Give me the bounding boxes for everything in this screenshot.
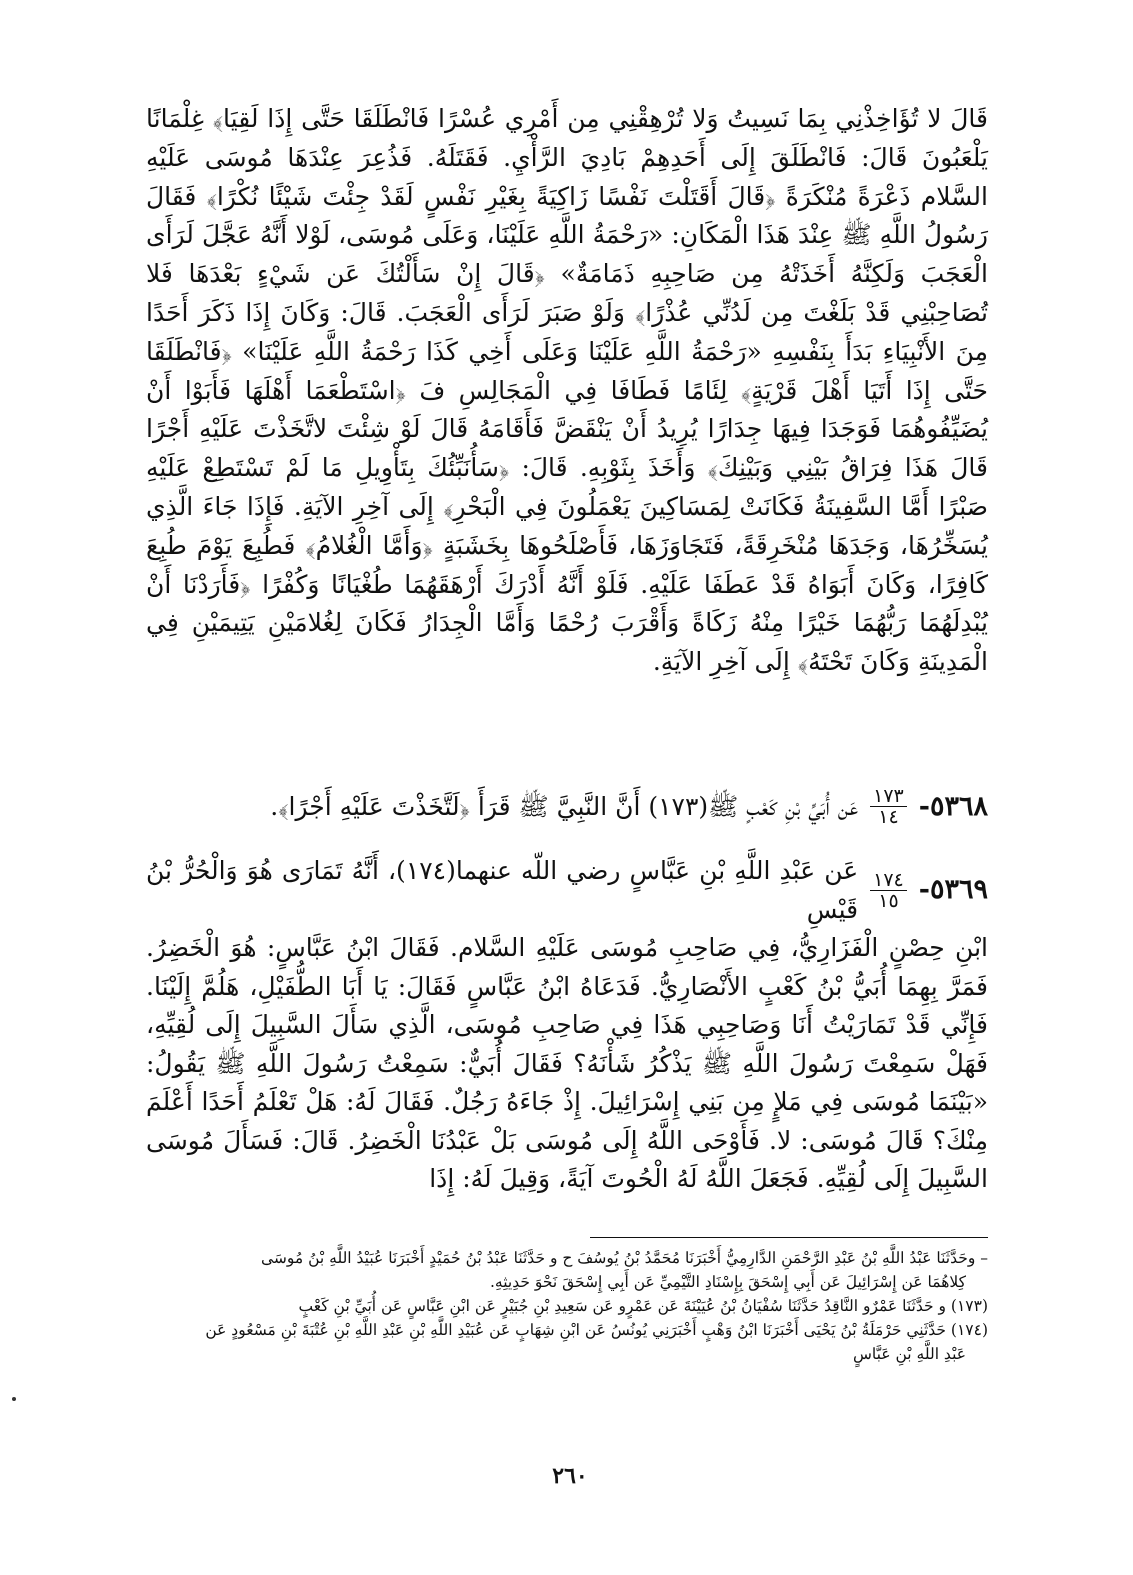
page-number: ٢٦٠ (552, 1463, 588, 1489)
footnote-line: كِلاهُمَا عَن إِسْرَائِيلَ عَن أَبِي إِسْحَقَ بِإِسْنَادِ التَّيْمِيِّ عَن أَبِي إِسْحَقَ نَحْوَ حَدِيثِهِ. (489, 1273, 966, 1291)
main-text-block (146, 100, 988, 682)
fraction-top: ١٧٤ (870, 870, 907, 891)
hadith-number: ٥٣٦٩- (918, 874, 988, 906)
scan-speck (12, 1397, 16, 1401)
footnote-line: (١٧٣) و حَدَّثَنَا عَمْرٌو النَّاقِدُ حَدَّثَنَا سُفْيَانُ بْنُ عُيَيْنَةَ عَن عَمْرٍو عَن سَعِيدِ بْنِ جُبَيْرٍ عَن ابْنِ عَبَّاسٍ عَن أُبَيِّ بْنِ كَعْبٍ (298, 1297, 988, 1315)
fraction-top: ١٧٣ (870, 786, 907, 807)
hadith-reference-fraction (868, 786, 909, 827)
hadith-number: ٥٣٦٨- (918, 790, 988, 822)
hadith-entry-5368 (146, 786, 988, 827)
fraction-bottom: ١٤ (878, 806, 899, 828)
hadith-reference-fraction (868, 870, 909, 911)
footnotes (146, 1246, 988, 1366)
hadith-text: عَن أُبَيِّ بْنِ كَعْبٍ ﷺ(١٧٣) أَنَّ النَّبِيَّ ﷺ قَرَأَ ﴿لَتَّخَذْتَ عَلَيْهِ أَجْرًا﴾. (270, 791, 859, 821)
hadith-entry-5369 (146, 852, 988, 1199)
footnote-line: عَبْدِ اللَّهِ بْنِ عَبَّاسٍ (853, 1345, 966, 1363)
footnote-line: – وحَدَّثَنَا عَبْدُ اللَّهِ بْنُ عَبْدِ الرَّحْمَنِ الدَّارِمِيُّ أَخْبَرَنَا مُحَمَّدُ بْنُ يُوسُفَ ح و حَدَّثَنَا عَبْدُ بْنُ حُمَيْدٍ أَخْبَرَنَا عُبَيْدُ اللَّهِ بْنُ مُوسَى (260, 1249, 988, 1267)
footnote-separator (590, 1237, 988, 1238)
entry-head-line (146, 852, 988, 929)
fraction-bottom: ١٥ (878, 890, 899, 912)
hadith-head-text: عَن عَبْدِ اللَّهِ بْنِ عَبَّاسٍ رضي اللّه عنهما(١٧٤)، أَنَّهُ تَمَارَى هُوَ وَالْحُرُّ بْنُ قَيْسِ (146, 856, 859, 924)
entry-line (146, 786, 988, 827)
main-paragraph: قَالَ لا تُؤَاخِذْنِي بِمَا نَسِيتُ وَلا تُرْهِقْنِي مِن أَمْرِي عُسْرًا فَانْطَلَقَا حَتَّى إِذَا لَقِيَا﴾ غِلْمَانًا يَلْعَبُونَ قَالَ: فَانْطَلَقَ إِلَى أَحَدِهِمْ بَادِيَ الرَّأْيِ. فَقَتَلَهُ. فَذُعِرَ عِنْدَهَا مُوسَى عَلَيْهِ السَّلام ذَعْرَةً مُنْكَرَةً ﴿قَالَ أَقَتَلْتَ نَفْسًا زَاكِيَةً بِغَيْرِ نَفْسٍ لَقَدْ جِئْتَ شَيْئًا نُكْرًا﴾ فَقَالَ رَسُولُ اللَّهِ ﷺ عِنْدَ هَذَا الْمَكَانِ: «رَحْمَةُ اللَّهِ عَلَيْنَا، وَعَلَى مُوسَى، لَوْلا أَنَّهُ عَجَّلَ لَرَأَى الْعَجَبَ وَلَكِنَّهُ أَخَذَتْهُ مِن صَاحِبِهِ ذَمَامَةٌ» ﴿قَالَ إِنْ سَأَلْتُكَ عَن شَيْءٍ بَعْدَهَا فَلا تُصَاحِبْنِي قَدْ بَلَغْتَ مِن لَدُنِّي عُذْرًا﴾ وَلَوْ صَبَرَ لَرَأَى الْعَجَبَ. قَالَ: وَكَانَ إِذَا ذَكَرَ أَحَدًا مِنَ الأَنْبِيَاءِ بَدَأَ بِنَفْسِهِ «رَحْمَةُ اللَّهِ عَلَيْنَا وَعَلَى أَخِي كَذَا رَحْمَةُ اللَّهِ عَلَيْنَا» ﴿فَانْطَلَقَا حَتَّى إِذَا أَتَيَا أَهْلَ قَرْيَةٍ﴾ لِئَامًا فَطَافَا فِي الْمَجَالِسِ فَ ﴿اسْتَطْعَمَا أَهْلَهَا فَأَبَوْا أَنْ يُضَيِّفُوهُمَا فَوَجَدَا فِيهَا جِدَارًا يُرِيدُ أَنْ يَنْقَضَّ فَأَقَامَهُ قَالَ لَوْ شِئْتَ لاتَّخَذْتَ عَلَيْهِ أَجْرًا قَالَ هَذَا فِرَاقُ بَيْنِي وَبَيْنِكَ﴾ وَأَخَذَ بِثَوْبِهِ. قَالَ: ﴿سَأُنَبِّئُكَ بِتَأْوِيلِ مَا لَمْ تَسْتَطِعْ عَلَيْهِ صَبْرًا أَمَّا السَّفِينَةُ فَكَانَتْ لِمَسَاكِينَ يَعْمَلُونَ فِي الْبَحْرِ﴾ إِلَى آخِرِ الآيَةِ. فَإِذَا جَاءَ الَّذِي يُسَخِّرُهَا، وَجَدَهَا مُنْخَرِقَةً، فَتَجَاوَزَهَا، فَأَصْلَحُوهَا بِخَشَبَةٍ ﴿وَأَمَّا الْغُلامُ﴾ فَطُبِعَ يَوْمَ طُبِعَ كَافِرًا، وَكَانَ أَبَوَاهُ قَدْ عَطَفَا عَلَيْهِ. فَلَوْ أَنَّهُ أَدْرَكَ أَرْهَقَهُمَا طُغْيَانًا وَكُفْرًا ﴿فَأَرَدْنَا أَنْ يُبْدِلَهُمَا رَبُّهُمَا خَيْرًا مِنْهُ زَكَاةً وَأَقْرَبَ رُحْمًا وَأَمَّا الْجِدَارُ فَكَانَ لِغُلامَيْنِ يَتِيمَيْنِ فِي الْمَدِينَةِ وَكَانَ تَحْتَهُ﴾ إِلَى آخِرِ الآيَةِ. (146, 104, 988, 677)
hadith-text: ابْنِ حِصْنٍ الْفَزَارِيُّ، فِي صَاحِبِ مُوسَى عَلَيْهِ السَّلام. فَقَالَ ابْنُ عَبَّاسٍ: هُوَ الْخَضِرُ. فَمَرَّ بِهِمَا أُبَيُّ بْنُ كَعْبٍ الأَنْصَارِيُّ. فَدَعَاهُ ابْنُ عَبَّاسٍ فَقَالَ: يَا أَبَا الطُّفَيْلِ، هَلُمَّ إِلَيْنَا. فَإِنِّي قَدْ تَمَارَيْتُ أَنَا وَصَاحِبِي هَذَا فِي صَاحِبِ مُوسَى، الَّذِي سَأَلَ السَّبِيلَ إِلَى لُقِيِّهِ، فَهَلْ سَمِعْتَ رَسُولَ اللَّهِ ﷺ يَذْكُرُ شَأْنَهُ؟ فَقَالَ أُبَيٌّ: سَمِعْتُ رَسُولَ اللَّهِ ﷺ يَقُولُ: «بَيْنَمَا مُوسَى فِي مَلإٍ مِن بَنِي إِسْرَائِيلَ. إِذْ جَاءَهُ رَجُلٌ. فَقَالَ لَهُ: هَلْ تَعْلَمُ أَحَدًا أَعْلَمَ مِنْكَ؟ قَالَ مُوسَى: لا. فَأَوْحَى اللَّهُ إِلَى مُوسَى بَلْ عَبْدُنَا الْخَضِرُ. قَالَ: فَسَأَلَ مُوسَى السَّبِيلَ إِلَى لُقِيِّهِ. فَجَعَلَ اللَّهُ لَهُ الْحُوتَ آيَةً، وَقِيلَ لَهُ: إِذَا (146, 933, 988, 1193)
footnote-line: (١٧٤) حَدَّثَنِي حَرْمَلَةُ بْنُ يَحْيَى أَخْبَرَنَا ابْنُ وَهْبٍ أَخْبَرَنِي يُونُسُ عَن ابْنِ شِهَابٍ عَن عُبَيْدِ اللَّهِ بْنِ عَبْدِ اللَّهِ بْنِ عُتْبَةَ بْنِ مَسْعُودٍ عَن (205, 1321, 988, 1339)
